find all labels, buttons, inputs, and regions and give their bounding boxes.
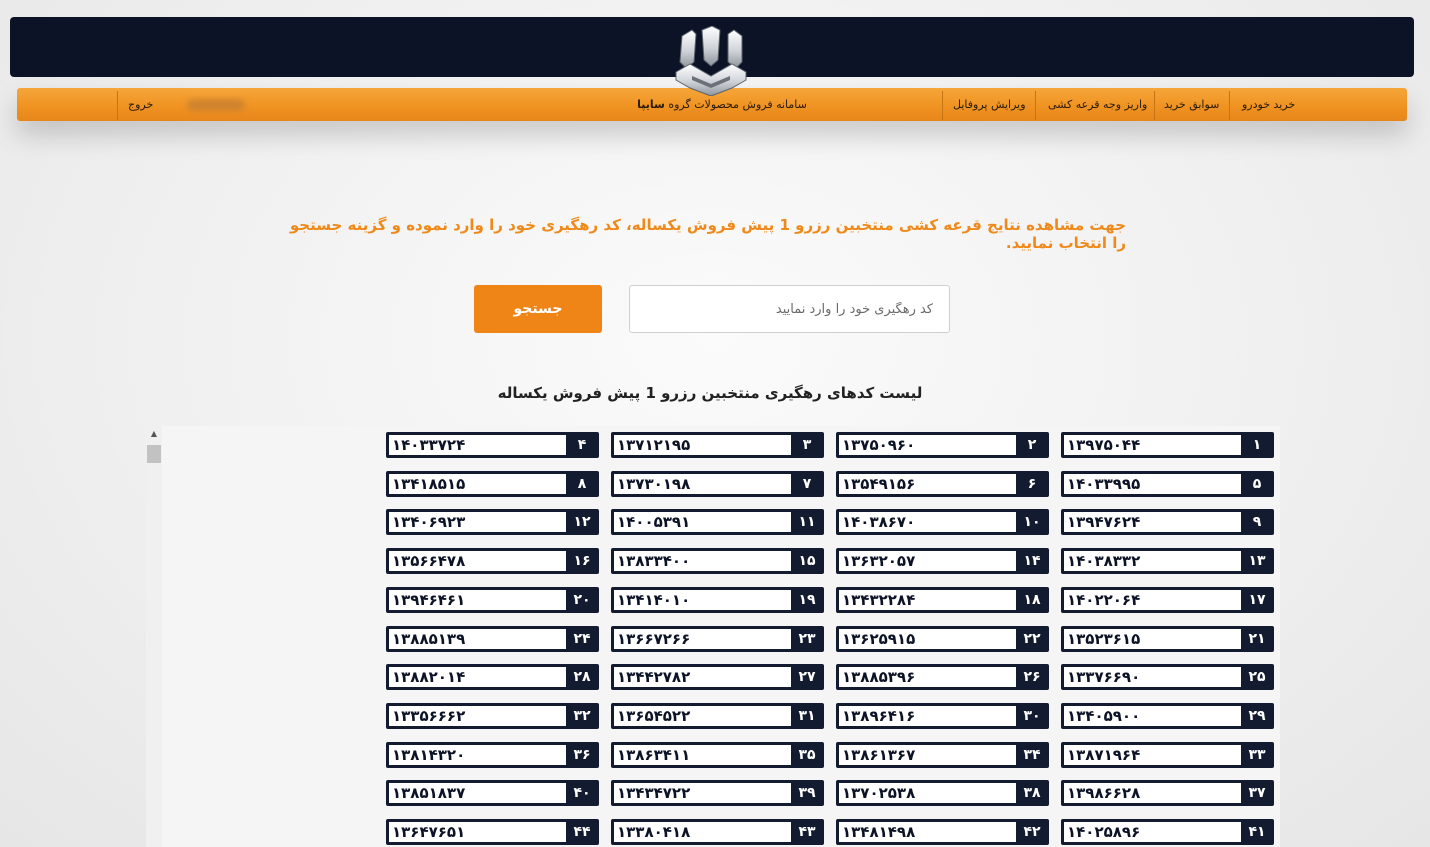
tracking-code: ۱۳۸۶۱۳۶۷ [839, 745, 1016, 765]
row-index: ۳۲ [573, 708, 591, 724]
row-index: ۵ [1252, 476, 1262, 492]
tracking-code: ۱۳۶۳۲۰۵۷ [839, 551, 1016, 571]
row-index: ۴ [577, 437, 587, 453]
list-item [611, 664, 824, 690]
row-index: ۲۸ [573, 669, 591, 685]
instructions-text: جهت مشاهده نتایج قرعه کشی منتخبین رزرو 1 پیش فروش یکساله، کد رهگیری خود را وارد نموده و گزینه جستجو را انتخاب نمایید. [289, 216, 1126, 252]
tracking-code: ۱۳۴۸۱۴۹۸ [839, 822, 1016, 842]
row-index: ۴۴ [573, 824, 591, 840]
list-item [836, 587, 1049, 613]
tracking-code: ۱۳۴۱۸۵۱۵ [389, 474, 566, 494]
search-button[interactable]: جستجو [474, 285, 602, 333]
list-item [1061, 471, 1274, 497]
row-index: ۳ [802, 437, 812, 453]
row-index: ۲۹ [1248, 708, 1266, 724]
tracking-code: ۱۳۴۰۶۹۲۳ [389, 512, 566, 532]
list-item [836, 780, 1049, 806]
tracking-code: ۱۳۵۲۳۶۱۵ [1064, 629, 1241, 649]
list-item [611, 742, 824, 768]
list-item [1061, 780, 1274, 806]
blurred-username [187, 99, 245, 111]
nav-lottery-deposit[interactable]: واریز وجه قرعه کشی [1048, 98, 1148, 111]
list-item [1061, 819, 1274, 845]
row-index: ۳۴ [1023, 747, 1041, 763]
row-index: ۱۴ [1023, 553, 1041, 569]
tracking-code: ۱۴۰۳۳۹۹۵ [1064, 474, 1241, 494]
list-item [836, 819, 1049, 845]
list-item [611, 626, 824, 652]
tracking-code: ۱۳۴۳۴۷۲۲ [614, 783, 791, 803]
tracking-code: ۱۴۰۰۵۳۹۱ [614, 512, 791, 532]
row-index: ۱۵ [798, 553, 816, 569]
row-index: ۱۹ [798, 592, 816, 608]
scroll-thumb[interactable] [147, 445, 161, 463]
tracking-code: ۱۳۹۴۷۶۲۴ [1064, 512, 1241, 532]
row-index: ۲۷ [798, 669, 816, 685]
list-item [1061, 742, 1274, 768]
list-item [1061, 626, 1274, 652]
row-index: ۲ [1027, 437, 1037, 453]
row-index: ۲۰ [573, 592, 591, 608]
tracking-code: ۱۳۷۱۲۱۹۵ [614, 435, 791, 455]
list-item [611, 703, 824, 729]
list-item [1061, 548, 1274, 574]
tracking-code: ۱۳۳۸۰۴۱۸ [614, 822, 791, 842]
tracking-code: ۱۳۷۰۲۵۳۸ [839, 783, 1016, 803]
list-title: لیست کدهای رهگیری منتخبین رزرو 1 پیش فروش یکساله [497, 384, 923, 402]
tracking-code: ۱۳۹۷۵۰۴۴ [1064, 435, 1241, 455]
tracking-code: ۱۴۰۳۸۳۳۲ [1064, 551, 1241, 571]
tracking-code: ۱۳۴۳۲۲۸۴ [839, 590, 1016, 610]
list-item [836, 548, 1049, 574]
nav-divider [1154, 91, 1155, 120]
row-index: ۱ [1252, 437, 1262, 453]
list-item [836, 471, 1049, 497]
row-index: ۳۰ [1023, 708, 1041, 724]
list-item [836, 664, 1049, 690]
tracking-code: ۱۳۸۱۴۳۲۰ [389, 745, 566, 765]
list-item [611, 432, 824, 458]
tracking-code: ۱۳۸۸۵۳۹۶ [839, 667, 1016, 687]
row-index: ۸ [577, 476, 587, 492]
tracking-code: ۱۴۰۳۳۷۲۴ [389, 435, 566, 455]
row-index: ۴۰ [573, 785, 591, 801]
tracking-code: ۱۳۷۵۰۹۶۰ [839, 435, 1016, 455]
row-index: ۳۵ [798, 747, 816, 763]
list-item [386, 780, 599, 806]
tracking-code: ۱۳۸۹۶۴۱۶ [839, 706, 1016, 726]
list-item [1061, 509, 1274, 535]
nav-divider [117, 91, 118, 120]
list-item [386, 742, 599, 768]
tracking-code: ۱۴۰۲۵۸۹۶ [1064, 822, 1241, 842]
row-index: ۴۲ [1023, 824, 1041, 840]
row-index: ۲۳ [798, 631, 816, 647]
row-index: ۳۱ [798, 708, 816, 724]
tracking-code: ۱۳۸۸۵۱۳۹ [389, 629, 566, 649]
list-item [386, 432, 599, 458]
row-index: ۱۱ [798, 514, 816, 530]
list-item [836, 703, 1049, 729]
tracking-code: ۱۳۶۲۵۹۱۵ [839, 629, 1016, 649]
row-index: ۱۲ [573, 514, 591, 530]
tracking-code: ۱۳۹۸۶۶۲۸ [1064, 783, 1241, 803]
tracking-code: ۱۳۸۵۱۸۳۷ [389, 783, 566, 803]
list-item [386, 626, 599, 652]
row-index: ۲۴ [573, 631, 591, 647]
row-index: ۱۳ [1248, 553, 1266, 569]
list-item [1061, 703, 1274, 729]
tracking-code: ۱۳۷۳۰۱۹۸ [614, 474, 791, 494]
tracking-code: ۱۳۶۵۴۵۲۲ [614, 706, 791, 726]
row-index: ۲۶ [1023, 669, 1041, 685]
site-title-prefix: سامانه فروش محصولات گروه [668, 98, 807, 111]
list-item [611, 471, 824, 497]
list-item [1061, 587, 1274, 613]
row-index: ۳۶ [573, 747, 591, 763]
list-item [611, 548, 824, 574]
tracking-code: ۱۴۰۳۸۶۷۰ [839, 512, 1016, 532]
tracking-code: ۱۳۸۸۲۰۱۴ [389, 667, 566, 687]
list-item [611, 509, 824, 535]
tracking-code: ۱۳۶۶۷۲۶۶ [614, 629, 791, 649]
tracking-code: ۱۳۴۴۲۷۸۲ [614, 667, 791, 687]
row-index: ۳۹ [798, 785, 816, 801]
list-item [836, 626, 1049, 652]
saipa-logo-icon [672, 26, 750, 96]
tracking-code: ۱۳۸۳۳۴۰۰ [614, 551, 791, 571]
list-item [836, 432, 1049, 458]
row-index: ۲۵ [1248, 669, 1266, 685]
list-item [386, 471, 599, 497]
tracking-code: ۱۴۰۲۲۰۶۴ [1064, 590, 1241, 610]
tracking-code: ۱۳۸۷۱۹۶۴ [1064, 745, 1241, 765]
list-item [386, 587, 599, 613]
list-item [611, 819, 824, 845]
list-scrollbar[interactable] [146, 426, 162, 847]
list-item [386, 664, 599, 690]
row-index: ۱۶ [573, 553, 591, 569]
list-item [611, 587, 824, 613]
nav-edit-profile[interactable]: ویرایش پروفایل [953, 98, 1026, 111]
tracking-code: ۱۳۴۰۵۹۰۰ [1064, 706, 1241, 726]
nav-divider [1035, 91, 1036, 120]
tracking-code-input[interactable] [629, 285, 950, 333]
tracking-code: ۱۳۵۶۶۴۷۸ [389, 551, 566, 571]
list-item [836, 509, 1049, 535]
list-item [836, 742, 1049, 768]
list-item [1061, 432, 1274, 458]
row-index: ۴۳ [798, 824, 816, 840]
row-index: ۴۱ [1248, 824, 1266, 840]
tracking-code: ۱۳۹۴۶۴۶۱ [389, 590, 566, 610]
list-item [1061, 664, 1274, 690]
list-item [386, 548, 599, 574]
nav-buy-car[interactable]: خرید خودرو [1242, 98, 1296, 111]
nav-purchase-history[interactable]: سوابق خرید [1164, 98, 1220, 111]
scroll-up-arrow-icon[interactable]: ▲ [150, 429, 158, 438]
row-index: ۹ [1252, 514, 1262, 530]
list-item [386, 819, 599, 845]
tracking-code: ۱۳۵۴۹۱۵۶ [839, 474, 1016, 494]
row-index: ۱۷ [1248, 592, 1266, 608]
row-index: ۲۱ [1248, 631, 1266, 647]
logout-link[interactable]: خروج [128, 98, 154, 111]
nav-divider [1229, 91, 1230, 120]
row-index: ۳۸ [1023, 785, 1041, 801]
nav-divider [942, 91, 943, 120]
row-index: ۶ [1027, 476, 1037, 492]
tracking-code: ۱۳۸۶۳۴۱۱ [614, 745, 791, 765]
tracking-code: ۱۳۴۱۴۰۱۰ [614, 590, 791, 610]
list-item [611, 780, 824, 806]
tracking-code: ۱۳۳۷۶۶۹۰ [1064, 667, 1241, 687]
row-index: ۱۰ [1023, 514, 1041, 530]
list-item [386, 509, 599, 535]
list-item [386, 703, 599, 729]
selected-codes-list [162, 426, 1280, 847]
site-title-brand: سایپا [637, 98, 665, 111]
row-index: ۱۸ [1023, 592, 1041, 608]
tracking-code: ۱۳۳۵۶۶۶۲ [389, 706, 566, 726]
row-index: ۲۲ [1023, 631, 1041, 647]
row-index: ۷ [802, 476, 812, 492]
tracking-code: ۱۳۶۴۷۶۵۱ [389, 822, 566, 842]
row-index: ۳۷ [1248, 785, 1266, 801]
row-index: ۳۳ [1248, 747, 1266, 763]
